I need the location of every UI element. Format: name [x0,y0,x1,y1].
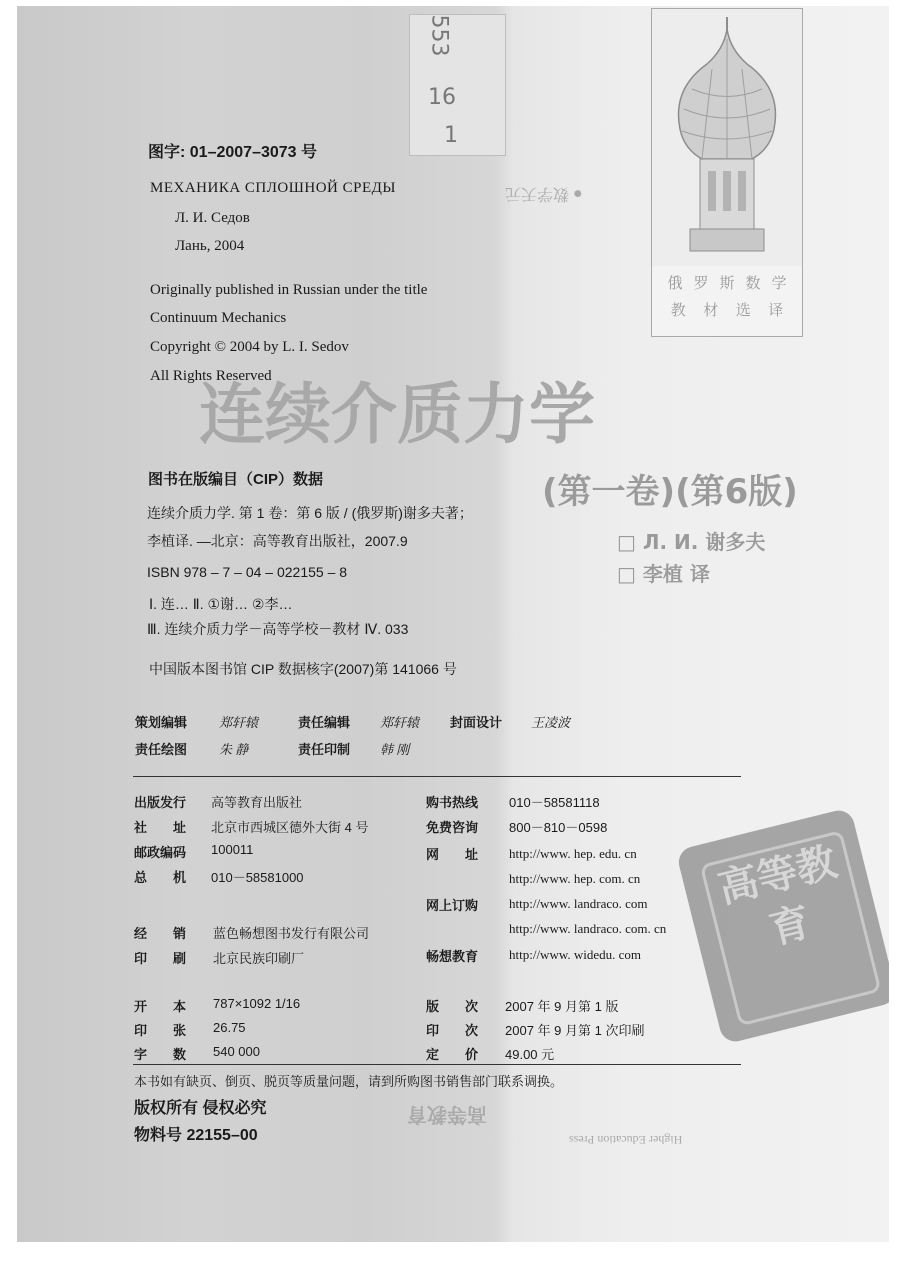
ghost-big-title: 连续介质力学 [199,376,595,453]
page-margin [0,1242,909,1286]
item-number: 物料号 22155–00 [134,1127,258,1144]
info-value: 800－810－0598 [509,820,608,835]
rights-notice: 版权所有 侵权必究 [134,1100,267,1117]
series-tag: 译 [768,303,784,319]
editor-name: 郑轩辕 [380,715,420,730]
isbn: ISBN 978 – 7 – 04 – 022155 – 8 [147,564,348,580]
info-value: 高等教育出版社 [211,795,303,810]
russian-publisher: Лань, 2004 [175,238,245,254]
dome-illustration [651,8,803,278]
spec-label: 字 数 [134,1047,187,1062]
cip-classification: Ⅲ. 连续介质力学－高等学校－教材 Ⅳ. 033 [147,621,409,637]
divider [133,776,741,777]
website-link[interactable]: http://www. hep. edu. cn [509,846,637,861]
pencil-mark: 553 [426,14,452,57]
cip-heading: 图书在版编目（CIP）数据 [148,471,324,488]
publisher-stamp [675,807,889,1045]
info-value: 010－58581118 [509,795,600,810]
ghost-author: □ Л. И. 谢多夫 [617,530,766,554]
info-label: 畅想教育 [426,949,479,964]
copyright-line: Copyright © 2004 by L. I. Sedov [150,339,349,355]
spec-label: 定 价 [426,1047,479,1062]
pencil-mark: 1 [444,123,458,148]
series-tag: 罗 [693,276,709,292]
editor-label: 封面设计 [450,715,503,730]
series-tag: 俄 [667,276,683,292]
ghost-series: ● 数学天元 [505,185,583,202]
series-tag: 教 [670,303,686,319]
cip-verification: 中国版本图书馆 CIP 数据核字(2007)第 141066 号 [149,661,457,677]
info-label: 出版发行 [134,795,187,810]
editor-label: 责任绘图 [135,742,188,757]
info-label: 购书热线 [426,795,479,810]
info-label: 印 刷 [134,951,187,966]
editor-name: 韩 刚 [380,742,410,757]
series-tag: 选 [735,303,751,319]
spec-label: 版 次 [426,999,479,1014]
original-title-note: Originally published in Russian under the title [150,282,428,298]
spec-label: 印 张 [134,1023,187,1038]
pencil-mark: 16 [428,85,456,110]
library-sticker [409,14,506,156]
spec-value: 49.00 元 [505,1047,555,1062]
spec-value: 2007 年 9 月第 1 次印刷 [505,1023,645,1038]
website-link[interactable]: http://www. landraco. com [509,896,648,911]
copyright-page [17,6,889,1242]
website-link[interactable]: http://www. landraco. com. cn [509,921,667,936]
series-tag: 材 [703,303,719,319]
editor-name: 朱 静 [219,742,249,757]
series-tag: 学 [771,276,787,292]
website-link[interactable]: http://www. hep. com. cn [509,871,641,886]
russian-title: МЕХАНИКА СПЛОШНОЙ СРЕДЫ [150,180,396,196]
stamp-text: 高等教育 [700,830,882,1026]
permit-number: 图字: 01–2007–3073 号 [148,144,318,161]
info-value: 100011 [211,842,254,857]
editor-name: 王凌波 [531,715,571,730]
cip-line: 连续介质力学. 第 1 卷：第 6 版 / (俄罗斯)谢多夫著； [147,505,473,521]
info-label: 社 址 [134,820,187,835]
editor-name: 郑轩辕 [219,715,259,730]
spec-value: 787×1092 1/16 [213,996,301,1011]
editor-label: 责任编辑 [298,715,351,730]
spec-value: 540 000 [213,1044,260,1059]
info-label: 邮政编码 [134,845,187,860]
ghost-publisher-logo: 高等教育 [407,1103,487,1125]
info-value: 蓝色畅想图书发行有限公司 [213,926,370,941]
spec-value: 2007 年 9 月第 1 版 [505,999,619,1014]
cip-classification: Ⅰ. 连… Ⅱ. ①谢… ②李… [149,596,293,612]
quality-notice: 本书如有缺页、倒页、脱页等质量问题，请到所购图书销售部门联系调换。 [134,1074,564,1089]
english-title: Continuum Mechanics [150,310,287,326]
info-label: 网 址 [426,847,479,862]
ghost-translator: □ 李植 译 [617,562,710,586]
spec-label: 印 次 [426,1023,479,1038]
series-tag: 数 [745,276,761,292]
info-value: 北京民族印刷厂 [213,951,305,966]
divider [133,1064,741,1065]
ghost-volume: (第一卷)(第6版) [542,472,798,512]
editor-label: 策划编辑 [135,715,188,730]
info-value: 010－58581000 [211,870,304,885]
ghost-publisher-name: Higher Education Press [569,1133,683,1147]
spec-value: 26.75 [213,1020,246,1035]
spec-label: 开 本 [134,999,187,1014]
website-link[interactable]: http://www. widedu. com [509,947,642,962]
rights-reserved: All Rights Reserved [150,368,272,384]
cip-line: 李植译. —北京：高等教育出版社，2007.9 [147,533,408,549]
info-label: 经 销 [134,926,187,941]
series-tags [651,266,803,337]
series-tag: 斯 [719,276,735,292]
info-label: 免费咨询 [426,820,479,835]
info-label: 网上订购 [426,898,479,913]
info-label: 总 机 [134,870,187,885]
info-value: 北京市西城区德外大街 4 号 [211,820,369,835]
editor-label: 责任印制 [298,742,351,757]
russian-author: Л. И. Седов [175,210,250,226]
